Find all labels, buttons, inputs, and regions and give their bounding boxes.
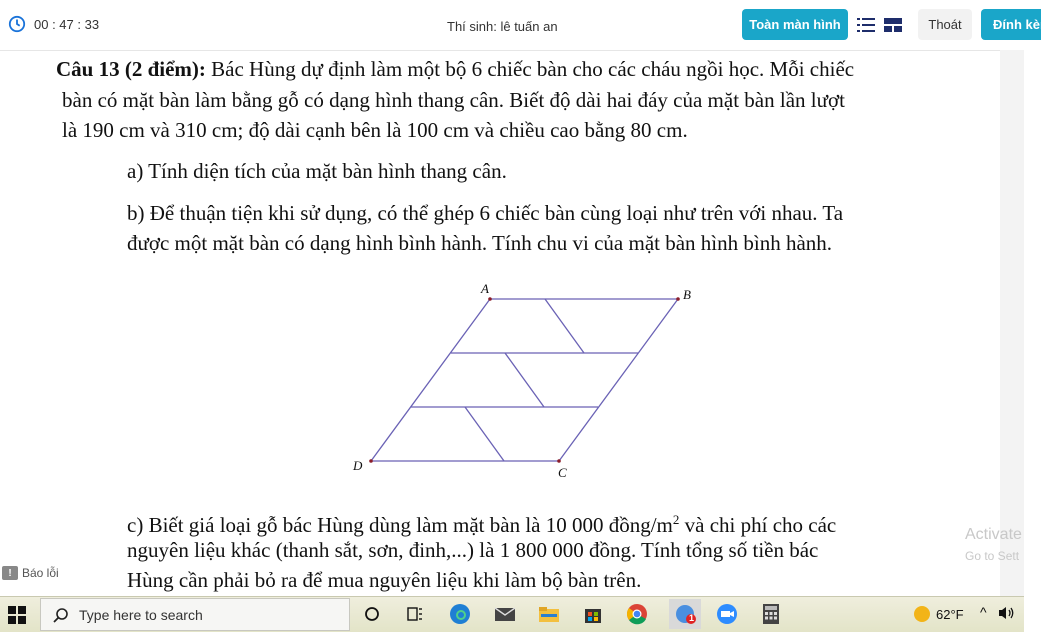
calculator-icon[interactable]: [759, 602, 783, 626]
zalo-app-icon[interactable]: [669, 599, 701, 629]
top-bar: [0, 0, 1052, 51]
part-c-line-3: Hùng cần phải bỏ ra để mua nguyên liệu khi làm bộ bàn trên.: [127, 568, 642, 592]
list-view-icon[interactable]: [857, 17, 875, 33]
candidate-name: Thí sinh: lê tuấn an: [447, 19, 558, 34]
question-title: Câu 13 (2 điểm):: [56, 57, 206, 81]
point-b: [676, 297, 680, 301]
task-view-icon[interactable]: [360, 602, 384, 626]
widgets-icon[interactable]: [403, 602, 427, 626]
grid-view-icon[interactable]: [884, 17, 902, 33]
label-b: B: [683, 287, 691, 302]
question-intro-line-3: là 190 cm và 310 cm; độ dài cạnh bên là 100 cm và chiều cao bằng 80 cm.: [62, 118, 688, 142]
part-c-line-1: c) Biết giá loại gỗ bác Hùng dùng làm mặt bàn là 10 000 đồng/$m^2$ và chi phí cho các: [127, 512, 837, 537]
point-c: [557, 459, 561, 463]
chrome-icon[interactable]: [625, 602, 649, 626]
search-icon: [53, 607, 69, 623]
label-d: D: [353, 458, 363, 473]
scrollbar-track[interactable]: [1000, 50, 1024, 596]
speaker-icon[interactable]: [998, 605, 1016, 624]
weather-temperature[interactable]: 62°F: [936, 607, 964, 622]
edge-browser-icon[interactable]: [448, 602, 472, 626]
clock-icon: [8, 15, 26, 33]
parallelogram-figure: [340, 278, 710, 478]
split-3: [465, 407, 504, 461]
exam-timer: [8, 15, 99, 33]
report-error-button[interactable]: [2, 566, 59, 580]
point-d: [369, 459, 373, 463]
timer-text: 00 : 47 : 33: [34, 16, 100, 32]
split-1: [545, 299, 584, 353]
zoom-app-icon[interactable]: [715, 602, 739, 626]
edge-ad: [371, 299, 490, 461]
question-intro-line-1: Câu 13 (2 điểm): Bác Hùng dự định làm một bộ 6 chiếc bàn cho các cháu ngồi học. Mỗi chiếc: [56, 57, 855, 81]
question-intro-line-2: bàn có mặt bàn làm bằng gỗ có dạng hình thang cân. Biết độ dài hai đáy của mặt bàn lần lượt: [62, 88, 845, 112]
search-placeholder: Type here to search: [79, 606, 203, 623]
weather-icon[interactable]: [914, 606, 930, 622]
chevron-up-icon[interactable]: ^: [980, 604, 987, 620]
point-a: [488, 297, 492, 301]
mail-icon[interactable]: [493, 602, 517, 626]
split-2: [505, 353, 544, 407]
notification-count: 1: [689, 613, 695, 623]
label-c: C: [558, 465, 567, 480]
edge-bc: [559, 299, 678, 461]
alert-icon: !: [2, 566, 18, 580]
part-a: a) Tính diện tích của mặt bàn hình thang cân.: [127, 159, 507, 183]
windows-start-icon[interactable]: [8, 606, 26, 624]
report-error-label: Báo lỗi: [22, 566, 59, 580]
taskbar-search[interactable]: [40, 598, 350, 631]
part-b-line-2: được một mặt bàn có dạng hình bình hành. Tính chu vi của mặt bàn hình bình hành.: [127, 231, 833, 255]
activation-watermark: Activate: [965, 526, 1022, 543]
store-icon[interactable]: [581, 602, 605, 626]
attach-button[interactable]: Đính kèm: [981, 9, 1041, 40]
label-a: A: [481, 281, 489, 296]
activation-watermark-sub: Go to Sett: [965, 549, 1020, 563]
exit-button[interactable]: Thoát: [918, 9, 972, 40]
fullscreen-button[interactable]: Toàn màn hình: [742, 9, 848, 40]
part-b-line-1: b) Để thuận tiện khi sử dụng, có thể ghép 6 chiếc bàn cùng loại như trên với nhau. Ta: [127, 201, 844, 225]
part-c-line-2: nguyên liệu khác (thanh sắt, sơn, đinh,...) là 1 800 000 đồng. Tính tổng số tiền bác: [127, 538, 819, 562]
taskbar: [0, 596, 1024, 632]
file-explorer-icon[interactable]: [537, 602, 561, 626]
